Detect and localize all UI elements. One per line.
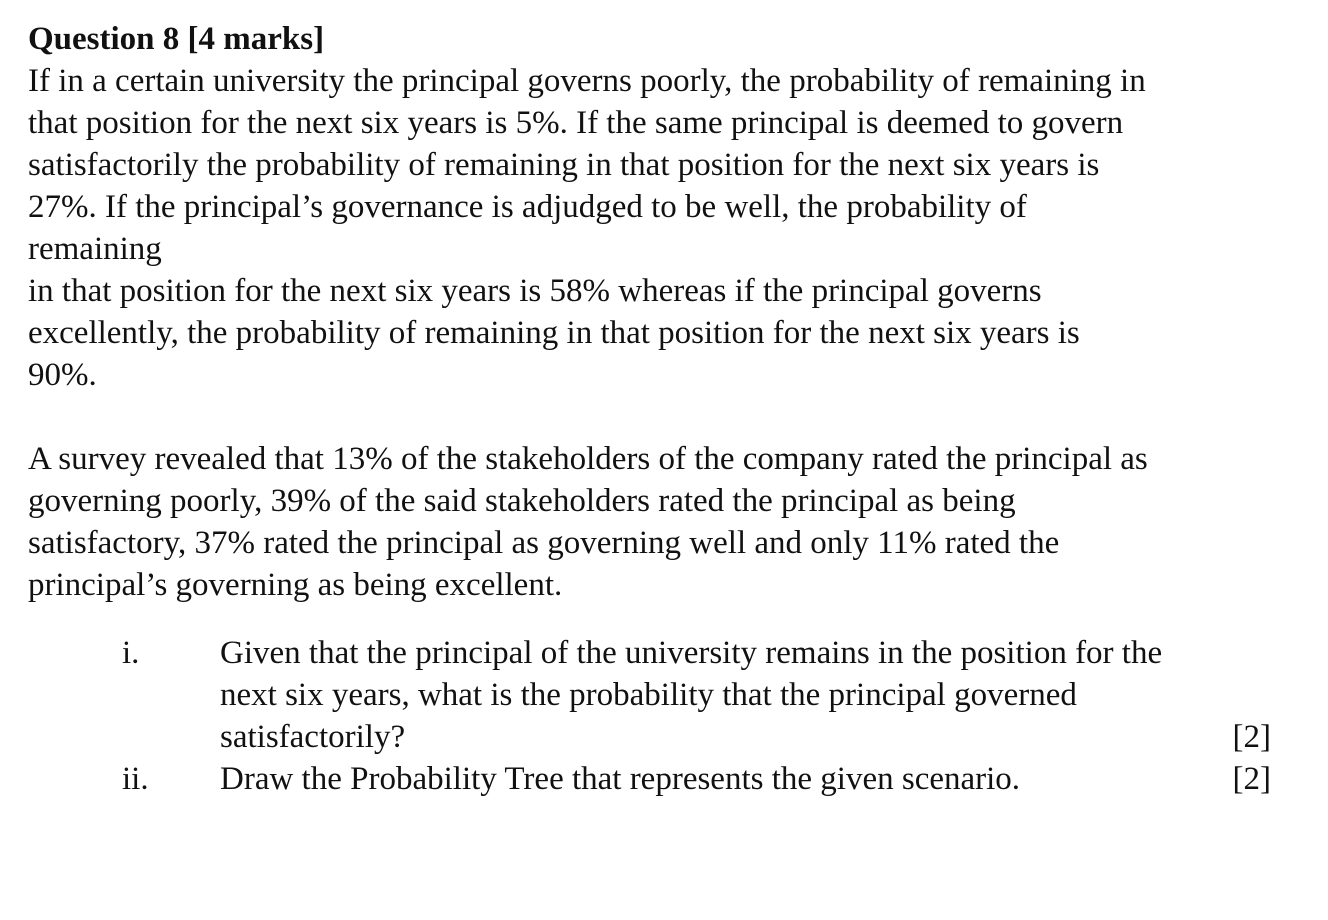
survey-line: satisfactory, 37% rated the principal as governing well and only 11% rated the xyxy=(28,525,1060,561)
subquestion-number: i. xyxy=(122,635,140,671)
subquestion-marks: [2] xyxy=(1232,719,1271,755)
scenario-line: that position for the next six years is 5%. If the same principal is deemed to govern xyxy=(28,105,1124,141)
survey-line: governing poorly, 39% of the said stakeholders rated the principal as being xyxy=(28,483,1016,519)
subquestion-ii xyxy=(28,758,1288,800)
subquestion-line: next six years, what is the probability that the principal governed xyxy=(220,677,1077,713)
survey-line: A survey revealed that 13% of the stakeholders of the company rated the principal as xyxy=(28,441,1148,477)
scenario-line: satisfactorily the probability of remaining in that position for the next six years is xyxy=(28,147,1100,183)
question-title: Question 8 [4 marks] xyxy=(28,21,325,57)
scenario-line: 90%. xyxy=(28,357,97,393)
subquestion-line: Given that the principal of the university remains in the position for the xyxy=(220,635,1163,671)
scenario-line: in that position for the next six years is 58% whereas if the principal governs xyxy=(28,273,1042,309)
scenario-line: remaining xyxy=(28,231,162,267)
subquestion-marks: [2] xyxy=(1232,761,1271,797)
survey-paragraph xyxy=(28,438,1288,606)
scenario-line: 27%. If the principal’s governance is adjudged to be well, the probability of xyxy=(28,189,1027,225)
paragraph-spacer xyxy=(28,396,1288,438)
subquestion-list xyxy=(28,632,1288,800)
scenario-line: If in a certain university the principal governs poorly, the probability of remaining in xyxy=(28,63,1146,99)
subquestion-text xyxy=(220,632,1288,758)
paragraph-spacer xyxy=(28,606,1288,632)
survey-line: principal’s governing as being excellent. xyxy=(28,567,563,603)
question-document xyxy=(28,18,1288,800)
scenario-paragraph xyxy=(28,60,1288,396)
subquestion-number: ii. xyxy=(122,761,149,797)
scenario-line: excellently, the probability of remaining in that position for the next six years is xyxy=(28,315,1080,351)
subquestion-line: Draw the Probability Tree that represents the given scenario. xyxy=(220,761,1021,797)
subquestion-line: satisfactorily? xyxy=(220,719,406,755)
subquestion-text xyxy=(220,758,1288,800)
subquestion-i xyxy=(28,632,1288,758)
